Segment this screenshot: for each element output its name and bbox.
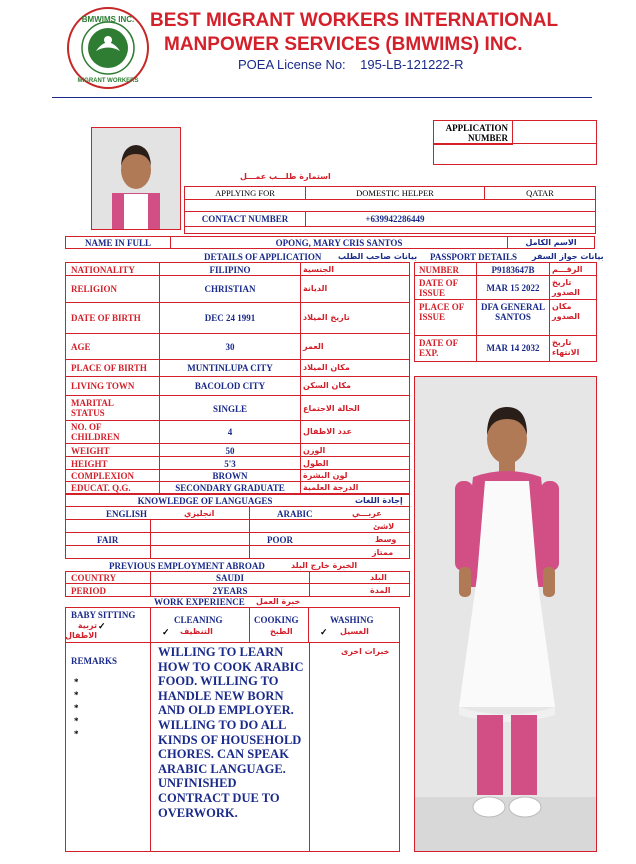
work-experience-title-ar: خبرة العمل [256, 597, 301, 606]
baby-sitting-ar: تربية الاطفال [65, 621, 97, 640]
children-ar: عدد الاطفال [303, 427, 352, 436]
passport-details-label: PASSPORT DETAILS [430, 252, 517, 262]
prev-period-label: PERIOD [71, 586, 107, 596]
complexion-value: BROWN [212, 471, 248, 481]
living-ar: مكان السكن [303, 381, 351, 390]
education-value: SECONDARY GRADUATE [175, 483, 285, 493]
pob-label: PLACE OF BIRTH [71, 363, 147, 373]
issue-place-ar: مكان الصدور [552, 302, 580, 321]
height-ar: الطول [303, 459, 329, 468]
expiry-ar: تاريخ الانتهاء [552, 338, 580, 357]
poea-number: 195-LB-121222-R [360, 57, 464, 72]
passport-number-value: P9183647B [491, 265, 535, 275]
prev-period-value: 2YEARS [212, 586, 248, 596]
work-experience-title: WORK EXPERIENCE [154, 597, 245, 607]
english-ar: انجليزي [184, 509, 215, 518]
expiry-value: MAR 14 2032 [486, 343, 540, 353]
education-label: EDUCAT. Q.G. [71, 483, 131, 493]
work-col-2 [150, 607, 250, 643]
remarks-bullet: * [74, 690, 79, 700]
blank-row-2 [184, 226, 596, 234]
remarks-bullet: * [74, 729, 79, 739]
name-value: OPONG, MARY CRIS SANTOS [275, 238, 403, 248]
level-col-1 [150, 519, 250, 559]
lang-divider [249, 506, 250, 520]
cooking-label: COOKING [254, 615, 299, 625]
issue-date-value: MAR 15 2022 [486, 283, 540, 293]
nationality-label: NATIONALITY [71, 265, 135, 275]
name-label: NAME IN FULL [84, 238, 151, 248]
english-label: ENGLISH [106, 509, 148, 519]
expiry-label: DATE OF EXP. [419, 338, 458, 358]
form-title-ar: استمارة طلـــب عمـــل [240, 172, 331, 181]
logo-ring-text-bottom: MIGRANT WORKERS [77, 78, 139, 84]
passport-ar: بيانات جواز السفر [532, 252, 604, 261]
contact-label: CONTACT NUMBER [201, 214, 289, 224]
details-of-application-label: DETAILS OF APPLICATION [204, 252, 322, 262]
pob-value: MUNTINLUPA CITY [187, 363, 273, 373]
prev-employment-title: PREVIOUS EMPLOYMENT ABROAD [109, 561, 265, 571]
weight-label: WEIGHT [71, 446, 110, 456]
baby-sitting-check: ✓ [98, 621, 106, 631]
pob-ar: مكان الميلاد [303, 363, 350, 372]
religion-label: RELIGION [71, 284, 118, 294]
remarks-text: WILLING TO LEARN HOW TO COOK ARABIC FOOD. WILLING TO HANDLE NEW BORN AND OLD EMPLOYER. WILLING TO DO ALL KINDS OF HOUSEHOLD CHORES. CAN SPEAK ARABIC LANGUAGE. UNFINISHED CONTRACT DUE TO OVERWORK. [158, 645, 304, 820]
religion-ar: الديانة [303, 284, 328, 293]
applying-for-value: DOMESTIC HELPER [356, 188, 434, 198]
age-label: AGE [71, 342, 91, 352]
education-ar: الدرجة العلمية [303, 483, 359, 492]
level-none-ar: لاشئ [373, 522, 395, 531]
weight-value: 50 [225, 446, 235, 456]
washing-check: ✓ [320, 627, 328, 637]
languages-title-ar: إجادة اللغات [355, 496, 403, 505]
poea-label: POEA License No: [238, 57, 346, 72]
prev-country-ar: البلد [370, 573, 387, 582]
cleaning-check: ✓ [162, 627, 170, 637]
living-value: BACOLOD CITY [194, 381, 266, 391]
height-value: 5'3 [224, 459, 236, 469]
applicant-photo-small [91, 127, 181, 230]
prev-country-value: SAUDI [215, 573, 244, 583]
dob-value: DEC 24 1991 [204, 313, 256, 323]
marital-value: SINGLE [212, 404, 247, 414]
dob-ar: تاريخ الميلاد [303, 313, 350, 322]
nationality-ar: الجنسية [303, 265, 335, 274]
company-name-line1: BEST MIGRANT WORKERS INTERNATIONAL [150, 10, 559, 31]
destination-country: QATAR [526, 188, 554, 198]
issue-date-ar: تاريخ الصدور [552, 278, 580, 297]
arabic-label: ARABIC [277, 509, 313, 519]
poea-license [238, 57, 463, 72]
issue-place-label: PLACE OF ISSUE [419, 302, 464, 322]
prev-country-label: COUNTRY [71, 573, 117, 583]
complexion-ar: لون البشرة [303, 471, 348, 480]
weight-ar: الوزن [303, 446, 326, 455]
header-divider [52, 97, 592, 98]
dob-label: DATE OF BIRTH [71, 313, 141, 323]
issue-place-value: DFA GENERAL SANTOS [480, 302, 546, 322]
prev-employment-title-ar: الخبرة خارج البلد [291, 561, 358, 570]
marital-label: MARITAL STATUS [71, 398, 114, 418]
applying-for-label: APPLYING FOR [215, 188, 275, 198]
arabic-ar: عربـــي [352, 509, 382, 518]
applicant-photo-full [414, 376, 597, 852]
remarks-bullet: * [74, 716, 79, 726]
remarks-ar: خبرات اخرى [341, 647, 390, 656]
complexion-label: COMPLEXION [71, 471, 134, 481]
application-number-label: APPLICATION NUMBER [445, 123, 508, 143]
level-mid-ar: وسط [375, 535, 397, 544]
app-line [433, 143, 597, 144]
work-col-3 [249, 607, 309, 643]
languages-title: KNOWLEDGE OF LANGUAGES [137, 496, 273, 506]
age-value: 30 [225, 342, 235, 352]
living-label: LIVING TOWN [71, 381, 135, 391]
issue-date-label: DATE OF ISSUE [419, 278, 458, 298]
children-value: 4 [227, 427, 233, 437]
name-ar: الاسم الكامل [525, 238, 577, 247]
nationality-value: FILIPINO [209, 265, 251, 275]
remarks-bullet: * [74, 703, 79, 713]
passport-number-ar: الرقـــم [552, 265, 583, 274]
details-ar: بيانات صاحب الطلب [338, 252, 418, 261]
cooking-ar: الطبخ [270, 627, 293, 636]
washing-ar: الغسيل [340, 627, 369, 636]
age-ar: العمر [303, 342, 324, 351]
company-logo [66, 6, 150, 90]
arabic-level: POOR [267, 535, 293, 545]
company-name-line2: MANPOWER SERVICES (BMWIMS) INC. [164, 34, 523, 55]
remarks-bullet: * [74, 677, 79, 687]
english-level: FAIR [97, 535, 119, 545]
cleaning-label: CLEANING [174, 615, 223, 625]
cleaning-ar: التنظيف [180, 627, 213, 636]
prev-period-ar: المدة [370, 586, 391, 595]
washing-label: WASHING [330, 615, 374, 625]
level-good-ar: ممتاز [372, 548, 394, 557]
height-label: HEIGHT [71, 459, 108, 469]
logo-ring-text: BMWIMS INC. [81, 15, 135, 24]
religion-value: CHRISTIAN [204, 284, 256, 294]
baby-sitting-label: BABY SITTING [71, 610, 136, 620]
children-label: NO. OF CHILDREN [71, 422, 120, 442]
passport-number-label: NUMBER [419, 265, 459, 275]
remarks-label: REMARKS [71, 656, 118, 666]
marital-ar: الحالة الاجتماع [303, 404, 360, 413]
contact-value: +639942286449 [365, 214, 425, 224]
